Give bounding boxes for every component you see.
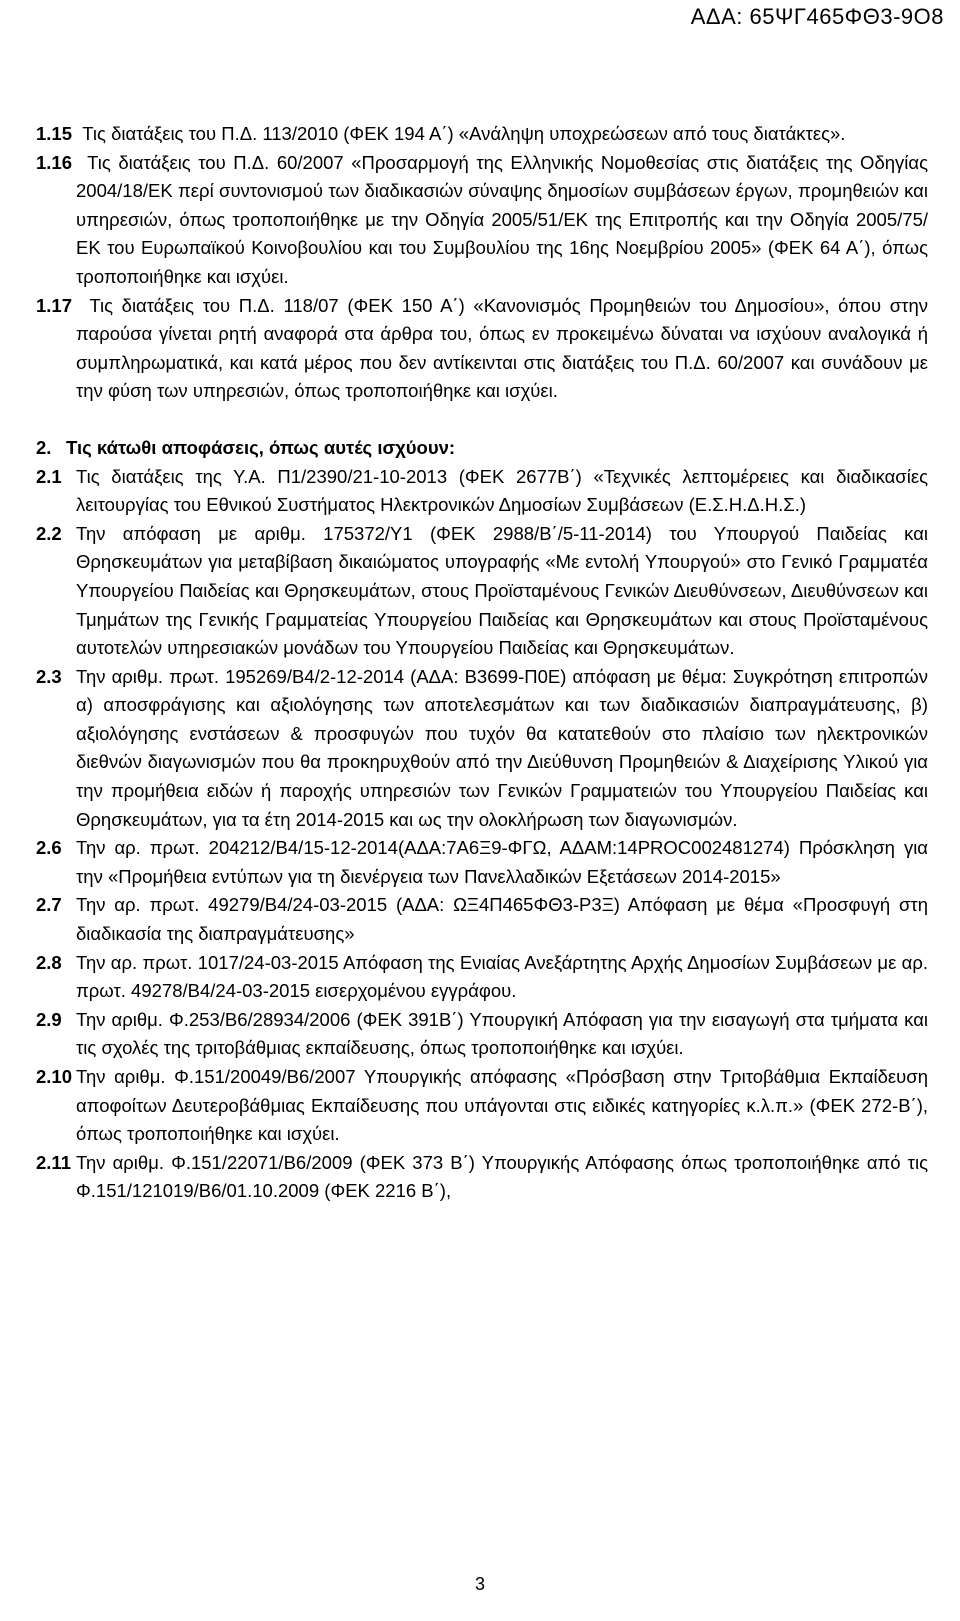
item-text: Τις διατάξεις του Π.Δ. 60/2007 «Προσαρμογή της Ελληνικής Νομοθεσίας στις διατάξεις της Οδηγίας 2004/18/ΕΚ περί συντονισμού των διαδικασιών σύναψης δημοσίων συμβάσεων έργων, προμηθειών και υπηρεσιών, όπως τροποποιήθηκε με την Οδηγία 2005/51/ΕΚ της Επιτροπής και την Οδηγία 2005/75/ΕΚ του Ευρωπαϊκού Κοινοβουλίου και του Συμβουλίου της 16ης Νοεμβρίου 2005» (ΦΕΚ 64 Α΄), όπως τροποποιήθηκε και ισχύει. <box>76 151 929 287</box>
item-number: 2.9 <box>36 1008 62 1030</box>
list-item <box>36 1006 928 1063</box>
item-text: Την απόφαση με αριθμ. 175372/Υ1 (ΦΕΚ 2988/Β΄/5-11-2014) του Υπουργού Παιδείας και Θρησκευμάτων για μεταβίβαση δικαιώματος υπογραφής «Με εντολή Υπουργού» στο Γενικό Γραμματέα Υπουργείου Παιδείας και Θρησκευμάτων, στους Προϊσταμένους Γενικών Διευθύνσεων, Διευθύνσεων και Τμημάτων της Γενικής Γραμματείας Υπουργείου Παιδείας και Θρησκευμάτων και στους Προϊσταμένους αυτοτελών υπηρεσιακών μονάδων του Υπουργείου Παιδείας και Θρησκευμάτων. <box>76 522 928 659</box>
list-item <box>36 891 928 948</box>
ada-code: ΑΔΑ: 65ΨΓ465ΦΘ3-9Ο8 <box>690 4 944 29</box>
list-item <box>36 949 928 1006</box>
item-text: Την αρ. πρωτ. 49279/Β4/24-03-2015 (ΑΔΑ: ΩΞ4Π465ΦΘ3-Ρ3Ξ) Απόφαση με θέμα «Προσφυγή στη διαδικασία της διαπραγμάτευσης» <box>76 894 928 945</box>
item-number: 2.2 <box>36 522 62 544</box>
item-number: 1.15 <box>36 123 73 144</box>
item-number: 1.17 <box>36 294 73 316</box>
item-number: 2.3 <box>36 665 62 687</box>
item-number: 2.7 <box>36 894 62 916</box>
item-number: 2.11 <box>36 1151 71 1173</box>
list-item <box>36 834 928 891</box>
item-text: Τις διατάξεις του Π.Δ. 118/07 (ΦΕΚ 150 Α΄) «Κανονισμός Προμηθειών του Δημοσίου», όπου στην παρούσα γίνεται ρητή αναφορά στα άρθρα του, όπως εν προκειμένω δύναται να ισχύουν αναλογικά ή συμπληρωματικά, και κατά μέρος που δεν αντίκεινται στις διατάξεις του Π.Δ. 60/2007 και συνάδουν με την φύση των υπηρεσιών, όπως τροποποιήθηκε και ισχύει. <box>76 294 929 402</box>
item-number: 1.16 <box>36 151 73 173</box>
item-text: Τις διατάξεις του Π.Δ. 113/2010 (ΦΕΚ 194 Α΄) «Ανάληψη υποχρεώσεων από τους διατάκτες». <box>82 123 846 144</box>
item-number: 2.6 <box>36 837 62 859</box>
list-item <box>36 292 928 406</box>
document-body <box>36 120 928 1206</box>
list-item <box>36 520 928 663</box>
item-text: Την αριθμ. Φ.253/Β6/28934/2006 (ΦΕΚ 391Β΄) Υπουργική Απόφαση για την εισαγωγή στα τμήματα και τις σχολές της τριτοβάθμιας εκπαίδευσης, όπως τροποποιήθηκε και ισχύει. <box>76 1008 928 1059</box>
item-number: 2.10 <box>36 1066 73 1087</box>
item-text: Την αριθμ. Φ.151/20049/Β6/2007 Υπουργικής απόφασης «Πρόσβαση στην Τριτοβάθμια Εκπαίδευση αποφοίτων Δευτεροβάθμιας Εκπαίδευσης που υπάγονται στις ειδικές κατηγορίες κ.λ.π.» (ΦΕΚ 272-Β΄), όπως τροποποιήθηκε και ισχύει. <box>76 1066 928 1145</box>
section-number: 2. <box>36 436 52 458</box>
list-item <box>36 1063 928 1149</box>
list-item <box>36 1149 928 1206</box>
list-item <box>36 463 928 520</box>
section-title: Τις κάτωθι αποφάσεις, όπως αυτές ισχύουν: <box>66 436 456 458</box>
item-text: Την αρ. πρωτ. 204212/Β4/15-12-2014(ΑΔΑ:7Α6Ξ9-ΦΓΩ, ΑΔΑΜ:14PROC002481274) Πρόσκληση για την «Προμήθεια εντύπων για τη διενέργεια των Πανελλαδικών Εξετάσεων 2014-2015» <box>76 837 928 887</box>
item-text: Την αρ. πρωτ. 1017/24-03-2015 Απόφαση της Ενιαίας Ανεξάρτητης Αρχής Δημοσίων Συμβάσεων με αρ. πρωτ. 49278/Β4/24-03-2015 εισερχομένου εγγράφου. <box>76 951 928 1002</box>
item-text: Την αριθμ. Φ.151/22071/Β6/2009 (ΦΕΚ 373 Β΄) Υπουργικής Απόφασης όπως τροποποιήθηκε από τις Φ.151/121019/Β6/01.10.2009 (ΦΕΚ 2216 Β΄), <box>76 1151 928 1202</box>
item-text: Την αριθμ. πρωτ. 195269/Β4/2-12-2014 (ΑΔΑ: Β3699-Π0Ε) απόφαση με θέμα: Συγκρότηση επιτροπών α) αποσφράγισης και αξιολόγησης των αποτελεσμάτων και των διαδικασιών διαπραγμάτευσης, β) αξιολόγησης ενστάσεων & προσφυγών που τυχόν θα κατατεθούν στο πλαίσιο των ηλεκτρονικών διεθνών διαγωνισμών που θα προκηρυχθούν από την Διεύθυνση Προμηθειών & Διαχείρισης Υλικού για την προμήθεια ειδών ή παροχής υπηρεσιών των Γενικών Γραμματειών του Υπουργείου Παιδείας και Θρησκευμάτων, για τα έτη 2014-2015 και ως την ολοκλήρωση των διαγωνισμών. <box>76 665 928 830</box>
list-item <box>36 149 928 292</box>
item-number: 2.8 <box>36 951 62 973</box>
item-number: 2.1 <box>36 465 62 487</box>
page-number: 3 <box>474 1574 485 1594</box>
list-item <box>36 663 928 835</box>
list-item <box>36 120 928 149</box>
item-text: Τις διατάξεις της Υ.Α. Π1/2390/21-10-2013 (ΦΕΚ 2677Β΄) «Τεχνικές λεπτομέρειες και διαδικασίες λειτουργίας του Εθνικού Συστήματος Ηλεκτρονικών Δημοσίων Συμβάσεων (Ε.Σ.Η.Δ.Η.Σ.) <box>76 465 928 516</box>
section-heading <box>36 434 928 463</box>
